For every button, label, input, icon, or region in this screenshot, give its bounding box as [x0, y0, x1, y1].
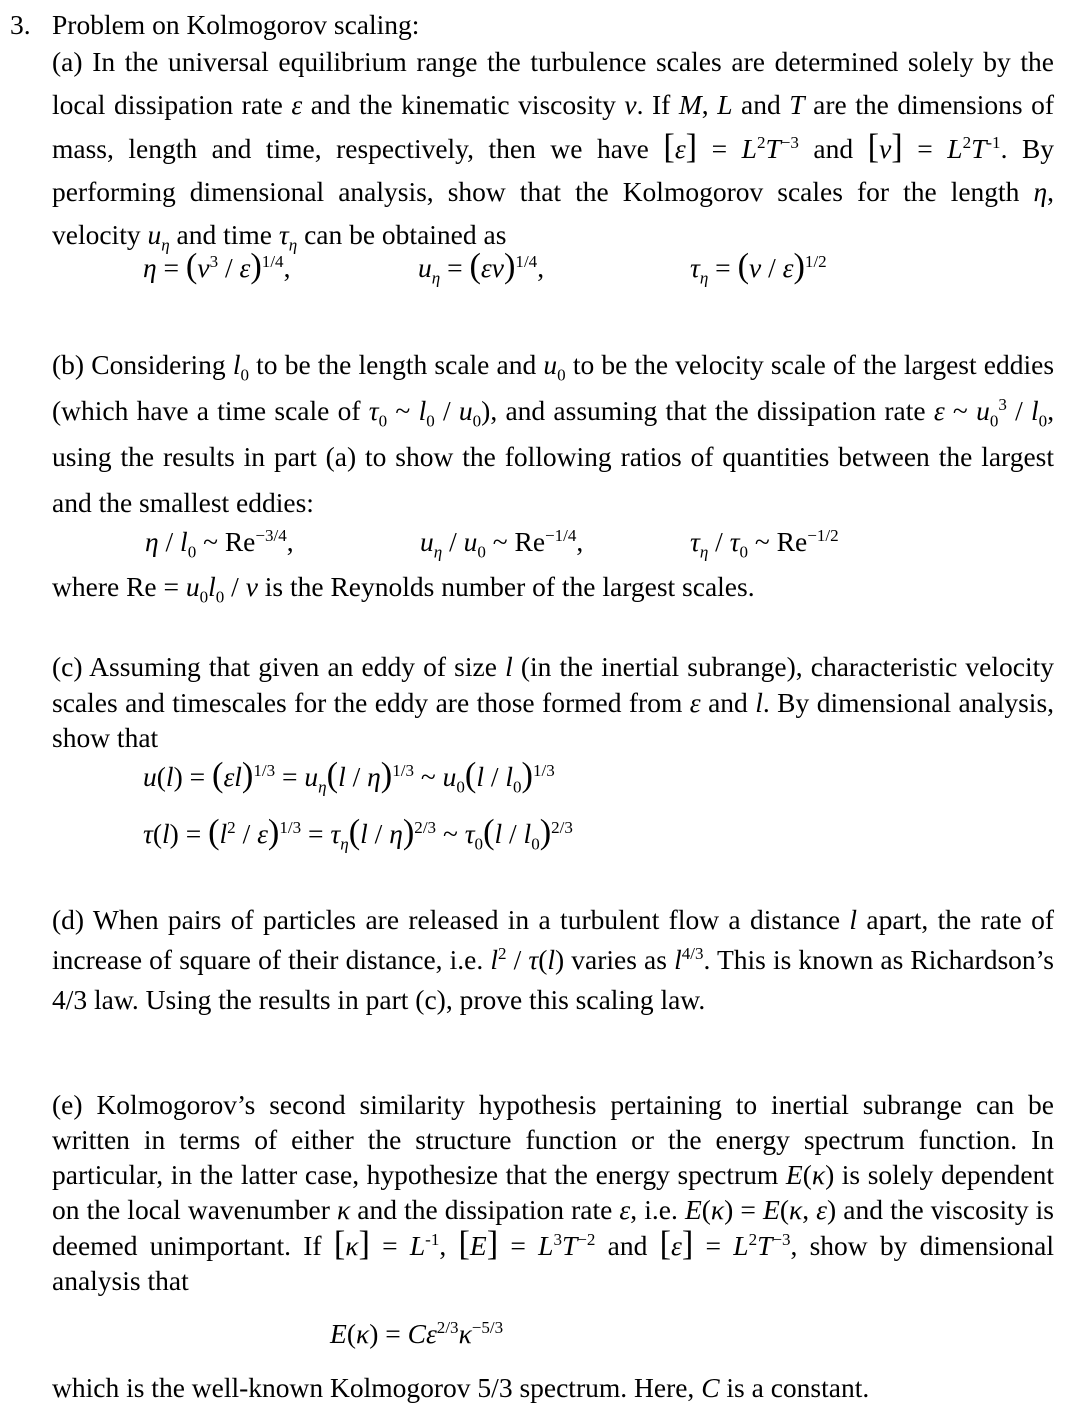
question-number: 3.: [10, 9, 31, 40]
eq-velocity-ratio: $u_\eta / u_0$ ~ $Re^{-1/4}$,: [420, 525, 584, 562]
part-e-closing: which is the well-known Kolmogorov 5/3 spectrum. Here, C is a constant.: [52, 1372, 870, 1403]
eq-energy-spectrum: $E(\kappa) = C\varepsilon^{2/3}\kappa^{-5/3}$: [330, 1317, 504, 1349]
eq-kolmogorov-time: $\tau_\eta = (\nu / \varepsilon)^{1/2}$: [690, 247, 827, 288]
part-b-paragraph: (b) Considering $l_0$ to be the length scale and $u_0$ to be the velocity scale of the largest eddies (which have a time scale of $\tau_0$ ~ $l_0 / u_0$), and assuming that the dissipation rate ε ~ $u_0^3 / l_0$, using the results in part (a) to show the following ratios of quantities between the largest and the smallest eddies:: [52, 349, 1055, 518]
eq-time-ratio: $\tau_\eta / \tau_0$ ~ $Re^{-1/2}$: [690, 525, 839, 562]
question-title: Problem on Kolmogorov scaling:: [52, 9, 420, 40]
eq-eddy-velocity: $u(l) = (\varepsilon l)^{1/3} = u_\eta(l / \eta)^{1/3}$ ~ $u_0(l / l_0)^{1/3}$: [143, 756, 555, 797]
part-e-paragraph: (e) Kolmogorov’s second similarity hypothesis pertaining to inertial subrange can be written in terms of either the structure function or the energy spectrum function. In particular, in the latter case, hypothesize that the energy spectrum E(κ) is solely dependent on the local wavenumber κ and the dissipation rate ε, i.e. E(κ) = E(κ, ε) and the viscosity is deemed unimportant. If $[\kappa] = L^{-1}$, $[E] = L^3T^{-2}$ and $[\varepsilon] = L^2T^{-3}$, show by dimensional analysis that: [52, 1089, 1055, 1296]
eq-kolmogorov-velocity: $u_\eta = (\varepsilon\nu)^{1/4}$,: [418, 247, 545, 288]
reynolds-definition: where $Re = u_0l_0 / \nu$ is the Reynolds number of the largest scales.: [52, 571, 755, 607]
eq-length-ratio: η / $l_0$ ~ $Re^{-3/4}$,: [145, 525, 294, 562]
part-a-paragraph: (a) In the universal equilibrium range the turbulence scales are determined solely by the local dissipation rate ε and the kinematic viscosity ν. If M, L and T are the dimensions of mass, length and time, respectively, then we have $[\varepsilon] = L^2T^{-3}$ and $[\nu] = L^2T^{-1}$. By performing dimensional analysis, show that the Kolmogorov scales for the length η, velocity $u_\eta$ and time $\tau_\eta$ can be obtained as: [52, 46, 1055, 255]
part-d-paragraph: (d) When pairs of particles are released in a turbulent flow a distance l apart, the rate of increase of square of their distance, i.e. $l^2 / \tau(l)$ varies as $l^{4/3}$. This is known as Richardson’s 4/3 law. Using the results in part (c), prove this scaling law.: [52, 904, 1054, 1015]
eq-eddy-timescale: $\tau(l) = (l^2 / \varepsilon)^{1/3} = \tau_\eta(l / \eta)^{2/3}$ ~ $\tau_0(l / l_0)^{2/3}$: [143, 813, 573, 854]
eq-kolmogorov-length: $\eta = (\nu^3 / \varepsilon)^{1/4}$,: [143, 247, 291, 285]
part-c-paragraph: (c) Assuming that given an eddy of size l (in the inertial subrange), characteristic velocity scales and timescales for the eddy are those formed from ε and l. By dimensional analysis, show that: [52, 651, 1055, 753]
